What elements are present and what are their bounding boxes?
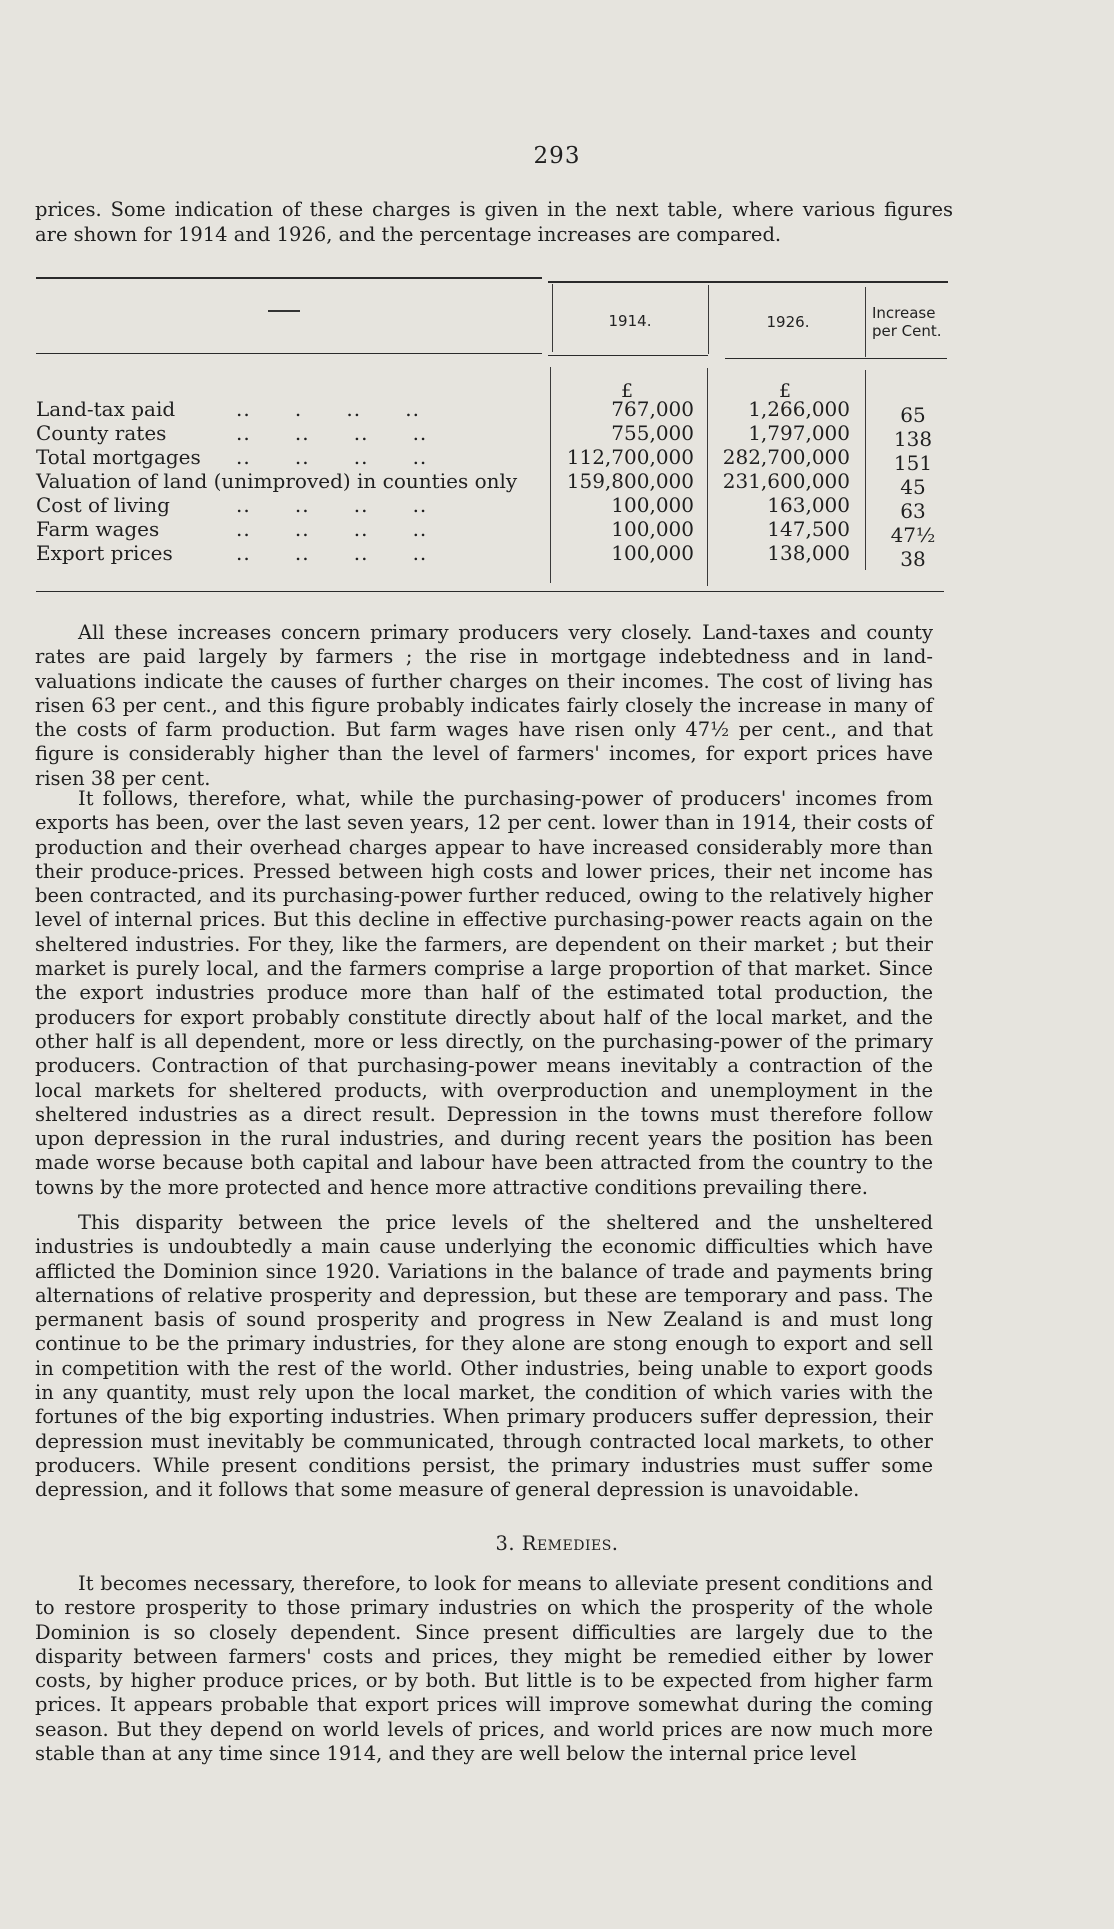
row-leaders: .. .. .. .. [236,493,428,517]
value-increase: 65 [900,403,926,427]
currency-symbol-1914: £ [620,380,634,402]
section-title: Remedies. [521,1532,619,1555]
column-divider [552,284,553,352]
value-1914: 100,000 [611,517,694,541]
table-top-rule-right [548,281,948,283]
value-1914: 100,000 [611,541,694,565]
intro-paragraph: prices. Some indication of these charges is given in the next table, where various figures are shown for 1914 and 1926, and the percentage increases are compared. [35,198,953,246]
row-label: Export prices [36,541,173,565]
table-top-rule-left [36,277,542,279]
value-1914: 767,000 [611,397,694,421]
value-increase: 151 [893,451,933,475]
value-increase: 138 [893,427,933,451]
value-1926: 282,700,000 [722,445,850,469]
value-1914: 159,800,000 [566,469,694,493]
row-label: Cost of living [36,493,170,517]
value-1926: 1,266,000 [748,397,850,421]
table-row [0,445,1114,475]
header-blank-dash [268,310,300,312]
column-header-increase: Increase per Cent. [872,304,942,340]
row-label: County rates [36,421,167,445]
table-row [0,469,1114,499]
row-leaders: .. .. .. .. [236,541,428,565]
value-1926: 163,000 [767,493,850,517]
table-row [0,421,1114,451]
row-leaders: .. . .. .. [236,397,420,421]
value-1914: 112,700,000 [566,445,694,469]
row-leaders: .. .. .. .. [236,421,428,445]
paragraph-remedies: It becomes necessary, therefore, to look for means to alleviate present conditions and to restore prosperity to those primary industries on which the prosperity of the whole Dominion is so closely dependent. Since present difficulties are largely due to the disparity between farmers' costs and prices, they might be remedied either by lower costs, by higher produce prices, or by both. But little is to be expected from higher farm prices. It appears probable that export prices will improve somewhat during the coming season. But they depend on world levels of prices, and world prices are now much more stable than at any time since 1914, and they are well below the internal price level [35,1572,933,1766]
row-leaders: .. .. .. .. [236,517,428,541]
table-row [0,493,1114,523]
column-divider [865,287,866,357]
paragraph-purchasing-power: It follows, therefore, what, while the purchasing-power of producers' incomes from exports has been, over the last seven years, 12 per cent. lower than in 1914, their costs of production and their overhead charges appear to have increased considerably more than their produce-prices. Pressed between high costs and lower prices, their net income has been contracted, and its purchasing-power further reduced, owing to the relatively higher level of internal prices. But this decline in effective purchasing-power reacts again on the sheltered industries. For they, like the farmers, are dependent on their market ; but their market is purely local, and the farmers comprise a large proportion of that market. Since the export industries produce more than half of the estimated total production, the producers for export probably constitute directly about half of the local market, and the other half is all dependent, more or less directly, on the purchasing-power of the primary producers. Contraction of that purchasing-power means inevitably a contraction of the local markets for sheltered products, with overproduction and unemployment in the sheltered industries as a direct result. Depression in the towns must therefore follow upon depression in the rural industries, and during recent years the position has been made worse because both capital and labour have been attracted from the country to the towns by the more protected and hence more attractive conditions prevailing there. [35,787,933,1199]
table-header-rule-mid [548,355,708,356]
table-row [0,517,1114,547]
value-1914: 100,000 [611,493,694,517]
value-1914: 755,000 [611,421,694,445]
row-label: Land-tax paid [36,397,176,421]
value-increase: 47½ [890,523,936,547]
column-header-1914: 1914. [608,312,652,330]
value-1926: 1,797,000 [748,421,850,445]
row-label: Farm wages [36,517,160,541]
value-increase: 63 [900,499,926,523]
page-number: 293 [533,143,581,169]
row-label: Total mortgages [36,445,201,469]
row-label: Valuation of land (unimproved) in counties only [36,469,518,493]
value-increase: 45 [900,475,926,499]
table-header-rule-left [36,353,542,354]
value-1926: 138,000 [767,541,850,565]
section-number: 3. [495,1532,516,1555]
value-increase: 38 [900,547,926,571]
column-divider [708,285,709,354]
paragraph-disparity: This disparity between the price levels of the sheltered and the unsheltered industries is undoubtedly a main cause underlying the economic difficulties which have afflicted the Dominion since 1920. Variations in the balance of trade and payments bring alternations of relative prosperity and depression, but these are temporary and pass. The permanent basis of sound prosperity and progress in New Zealand is and must long continue to be the primary industries, for they alone are stong enough to export and sell in competition with the rest of the world. Other industries, being unable to export goods in any quantity, must rely upon the local market, the condition of which varies with the fortunes of the big exporting industries. When primary producers suffer depression, their depression must inevitably be communicated, through contracted local markets, to other producers. While present conditions persist, the primary industries must suffer some depression, and it follows that some measure of general depression is unavoidable. [35,1211,933,1502]
table-header-rule-right [725,358,947,359]
currency-symbol-1926: £ [778,380,792,402]
table-bottom-rule [36,591,944,592]
value-1926: 231,600,000 [722,469,850,493]
table-row [0,541,1114,571]
row-leaders: .. .. .. .. [236,445,428,469]
column-header-1926: 1926. [766,313,810,331]
table-row [0,397,1114,427]
section-heading [0,1532,1114,1555]
paragraph-increases: All these increases concern primary producers very closely. Land-taxes and county rates are paid largely by farmers ; the rise in mortgage indebtedness and in land-valuations indicate the causes of further charges on their incomes. The cost of living has risen 63 per cent., and this figure probably indicates fairly closely the increase in many of the costs of farm production. But farm wages have risen only 47½ per cent., and that figure is considerably higher than the level of farmers' incomes, for export prices have risen 38 per cent. [35,621,933,790]
value-1926: 147,500 [767,517,850,541]
